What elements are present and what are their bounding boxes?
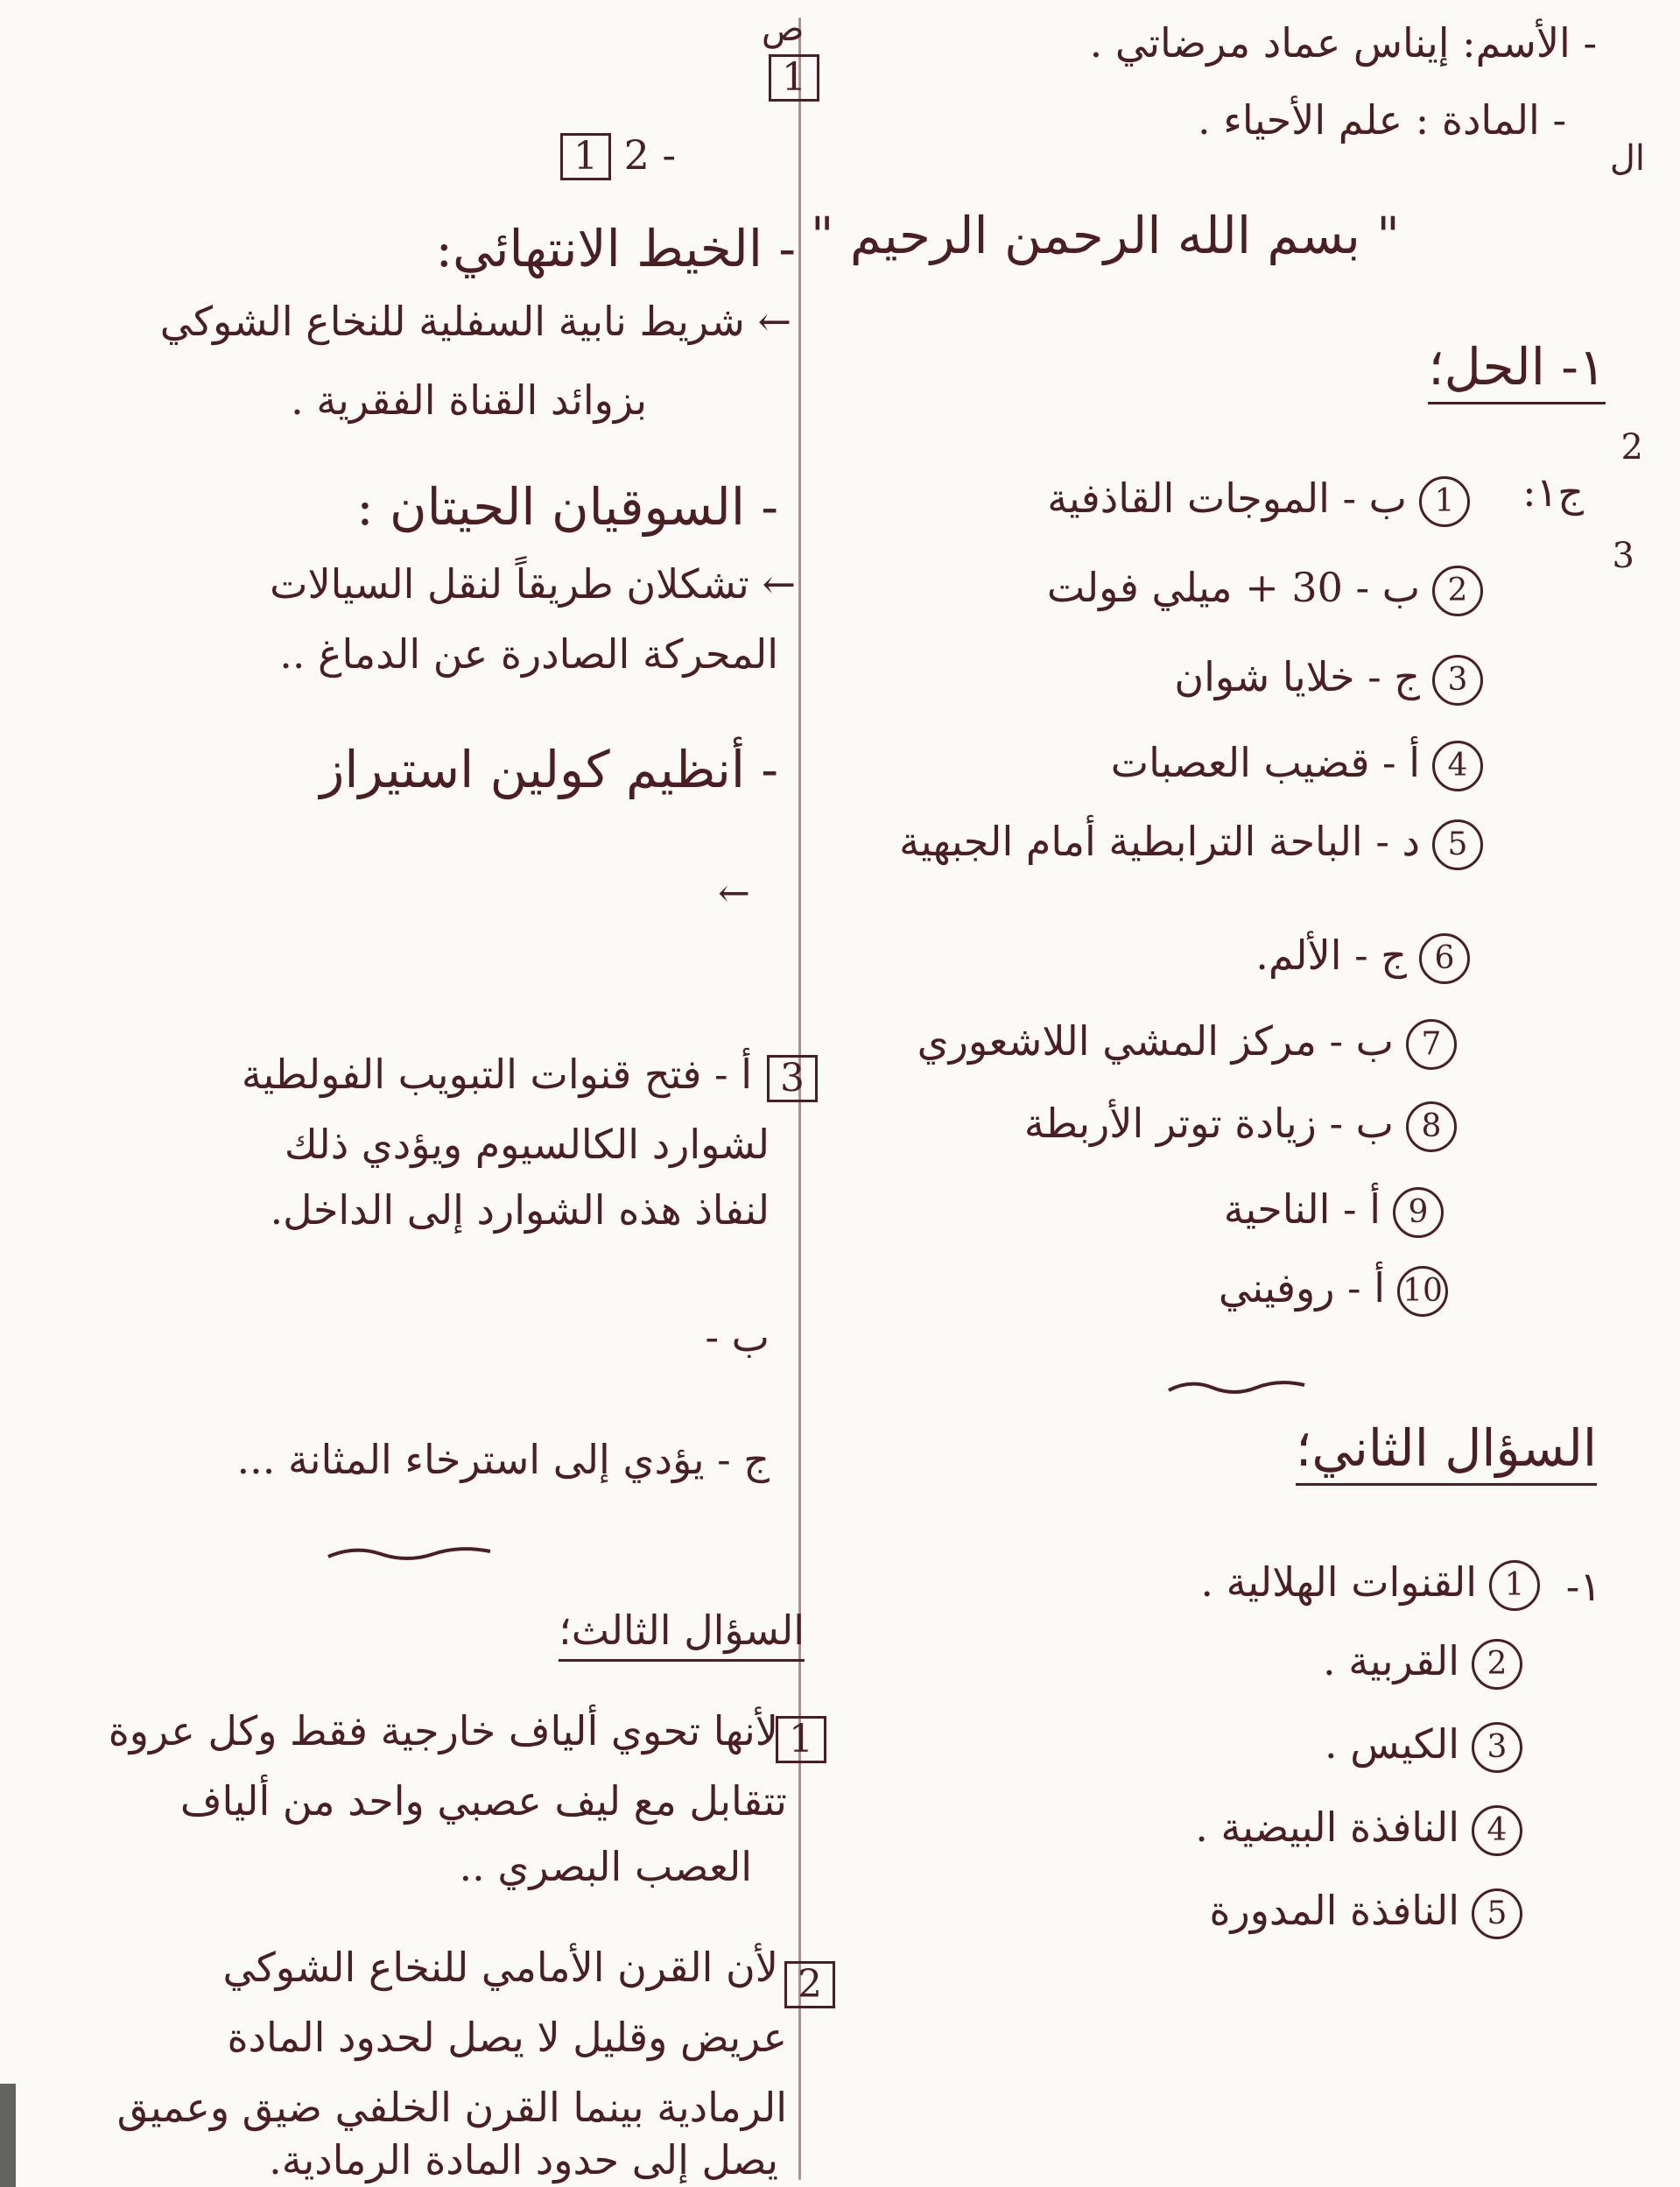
q1-label: ج١: [1522,468,1584,516]
answer-number: 2 [1432,566,1483,616]
q3-2-line-2: عريض وقليل لا يصل لحدود المادة [227,2014,787,2061]
answer-text: د - الباحة الترابطية أمام الجبهية [899,818,1420,865]
basmala: " بسم الله الرحمن الرحيم " [810,206,1400,265]
list-item [1325,1720,1522,1773]
q3-1-line-3: العصب البصري .. [459,1843,752,1890]
answer-text: الكيس . [1325,1720,1459,1768]
section-label [560,131,676,180]
answer-text: ج - الألم. [1255,932,1407,979]
list-item [1224,1182,1444,1238]
solution-heading-text: ١- الحل؛ [1428,337,1606,404]
horns-line-1: ← تشكلان طريقاً لنقل السيالات [270,560,796,608]
q2-label: ١- [1565,1563,1601,1610]
list-item [1111,735,1483,791]
answer-number: 9 [1393,1187,1444,1238]
margin-number-2: 2 [1620,427,1643,468]
q3-box-wrap [767,1055,818,1102]
q3-b-line: ب - [705,1313,770,1361]
answer-text: ب - زيادة توتر الأربطة [1023,1100,1394,1147]
answer-number: 7 [1406,1019,1457,1070]
q3-2-box-wrap [784,1961,835,2008]
answer-text: ب - الموجات القاذفية [1047,475,1407,522]
answer-text: أ - الناحية [1223,1185,1381,1233]
list-item [1323,1637,1522,1690]
list-item [899,814,1483,870]
q3-a-line-3: لنفاذ هذه الشوارد إلى الداخل. [270,1186,770,1234]
margin-mark: ال [1609,138,1645,179]
page-number: 1 [769,54,819,102]
q3-2-line-1: لأن القرن الأمامي للنخاع الشوكي [222,1944,778,1991]
solution-heading [1428,337,1606,397]
subject-name: - المادة : علم الأحياء . [1197,96,1566,144]
answer-text: القنوات الهلالية . [1200,1558,1477,1606]
list-item [1209,1887,1522,1939]
q3-heading-text: السؤال الثالث؛ [559,1607,805,1662]
answer-text: النافذة المدورة [1209,1887,1459,1934]
q3-2-box: 2 [784,1961,835,2008]
arrow-icon: ← [718,871,750,916]
answer-number: 2 [1472,1639,1522,1690]
page-number-box [769,54,819,102]
answer-text: ج - خلايا شوان [1174,653,1420,700]
q2-heading [1296,1418,1597,1478]
answer-text: القربية . [1322,1637,1459,1684]
answer-number: 3 [1432,655,1483,706]
spinal-line-2: بزوائد القناة الفقرية . [291,376,647,424]
q3-1-box-wrap [776,1716,826,1763]
margin-number-3: 3 [1612,536,1634,576]
q3-a-line-2: لشوارد الكالسيوم ويؤدي ذلك [284,1121,770,1168]
q3-c-line: ج - يؤدي إلى استرخاء المثانة ... [236,1436,770,1483]
q3-1-line-1: لأنها تحوي ألياف خارجية فقط وكل عروة [108,1707,778,1755]
spinal-heading: - الخيط الانتهائي: [435,219,796,278]
answer-number: 6 [1419,933,1470,984]
answer-text: أ - روفيني [1218,1264,1385,1311]
answer-number: 4 [1472,1805,1522,1856]
answer-number: 3 [1472,1722,1522,1773]
answer-number: 5 [1472,1888,1522,1939]
answer-number: 1 [1489,1560,1540,1611]
list-item [1174,650,1483,706]
list-item [1024,1096,1457,1152]
q3-1-box: 1 [776,1716,826,1763]
enzyme-line: - أنظيم كولين استيراز [320,740,778,799]
list-item [1219,1261,1448,1317]
list-item [917,1014,1457,1070]
list-item [1195,1804,1522,1856]
answer-text: ب - مركز المشي اللاشعوري [917,1017,1394,1065]
horns-heading: - السوقيان الحيتان : [356,477,778,537]
separator-squiggle [1164,1375,1322,1401]
horns-line-2: المحركة الصادرة عن الدماغ .. [279,630,778,678]
q3-a-line-1: أ - فتح قنوات التبويب الفولطية [241,1051,752,1098]
q3-2-line-4: يصل إلى حدود المادة الرمادية. [269,2136,778,2183]
q3-2-line-3: الرمادية بينما القرن الخلفي ضيق وعميق [116,2084,787,2131]
answer-text: أ - قضيب العصبات [1110,739,1420,786]
q3-heading [559,1607,805,1654]
answer-text: النافذة البيضية . [1195,1804,1459,1851]
list-item [1200,1558,1540,1611]
answer-number: 4 [1432,741,1483,791]
q2-heading-text: السؤال الثاني؛ [1296,1418,1597,1486]
q3-1-line-2: تتقابل مع ليف عصبي واحد من ألياف [179,1777,787,1825]
section-prefix: 2 - [623,131,677,179]
student-name: - الأسم: إيناس عماد مرضاتي . [1089,19,1597,67]
answer-number: 8 [1406,1101,1457,1152]
answer-number: 5 [1432,819,1483,870]
list-item [1047,471,1470,527]
answer-number: 1 [1419,476,1470,527]
list-item [1047,560,1483,616]
list-item [1255,928,1470,984]
separator-squiggle [324,1541,499,1567]
section-box: 1 [560,133,611,180]
page-label: ص [762,9,805,49]
scan-edge-shadow [0,2084,16,2187]
q3-box: 3 [767,1055,818,1102]
spinal-line-1: ← شريط نابية السفلية للنخاع الشوكي [159,298,791,345]
answer-text: ب - 30 + ميلي فولت [1046,564,1420,611]
answer-number: 10 [1397,1266,1448,1317]
